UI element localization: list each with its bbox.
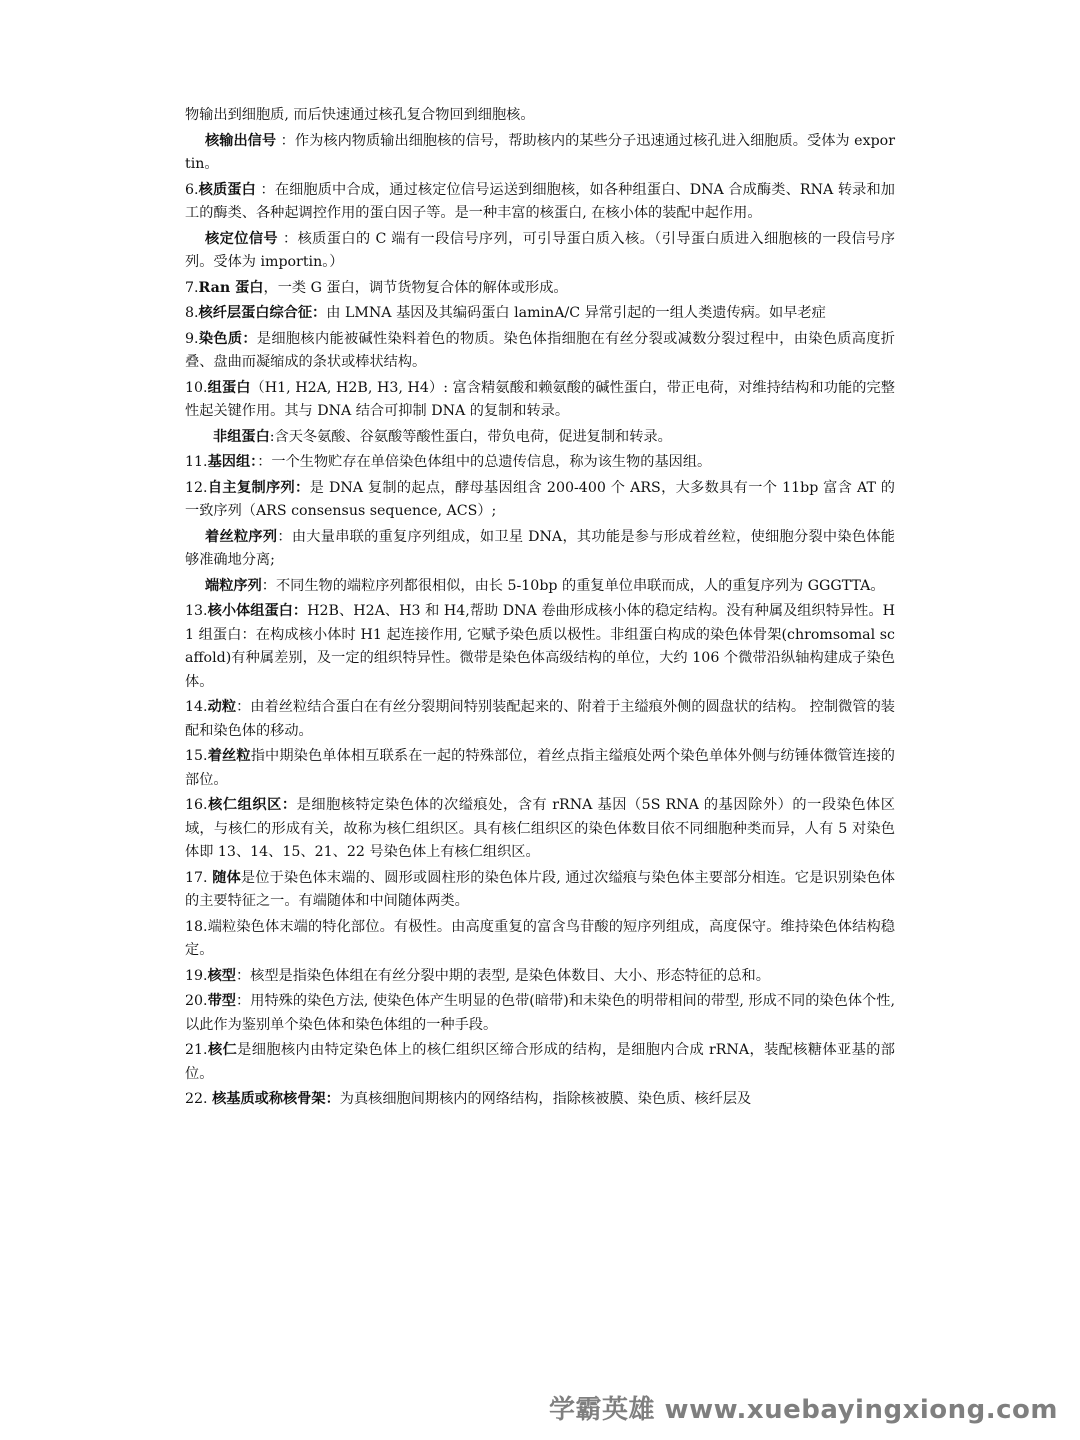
item-number: 12. — [185, 479, 208, 496]
paragraph-ran-protein — [185, 277, 895, 301]
paragraph-body: 由 LMNA 基因及其编码蛋白 laminA/C 异常引起的一组人类遗传病。如早老症 — [326, 305, 826, 321]
paragraph-telomere — [185, 916, 895, 963]
paragraph-body: 是细胞核内由特定染色体上的核仁组织区缔合形成的结构，是细胞内合成 rRNA，装配核糖体亚基的部位。 — [185, 1042, 895, 1082]
paragraph-nucleosome-histone — [185, 600, 895, 694]
paragraph-body: ：作为核内物质输出细胞核的信号，帮助核内的某些分子迅速通过核孔进入细胞质。受体为 exportin。 — [185, 132, 895, 172]
item-number: 13. — [185, 603, 208, 619]
paragraph-body: ：核质蛋白的 C 端有一段信号序列，可引导蛋白质入核。（引导蛋白质进入细胞核的一段信号序列。受体为 importin。） — [185, 230, 895, 270]
paragraph-body: ：由大量串联的重复序列组成，如卫星 DNA，其功能是参与形成着丝粒，使细胞分裂中染色体能够准确地分离; — [185, 528, 895, 568]
term-heading: 染色质： — [198, 330, 257, 347]
term-heading: 核定位信号 — [205, 230, 279, 247]
term-heading: 着丝粒 — [207, 748, 251, 764]
term-heading: 着丝粒序列 — [205, 528, 278, 545]
paragraph-centromere-sequence — [185, 526, 895, 573]
paragraph-body: 是 DNA 复制的起点，酵母基因组含 200-400 个 ARS，大多数具有一个 11bp 富含 AT 的一致序列（ARS consensus sequence, ACS）; — [185, 479, 895, 519]
item-number: 16. — [185, 797, 208, 813]
paragraph-satellite — [185, 867, 895, 914]
term-heading: 核仁组织区： — [207, 797, 297, 813]
paragraph-genome — [185, 451, 895, 475]
paragraph-body: 物输出到细胞质, 而后快速通过核孔复合物回到细胞核。 — [185, 107, 535, 123]
paragraph-body: ：在细胞质中合成，通过核定位信号运送到细胞核，如各种组蛋白、DNA 合成酶类、RNA 转录和加工的酶类、各种起调控作用的蛋白因子等。是一种丰富的核蛋白, 在核小体的装配中起作用。 — [185, 181, 895, 221]
document-page — [185, 104, 895, 1112]
paragraph-nucleoplasmin — [185, 179, 895, 226]
item-number: 7. — [185, 279, 199, 296]
term-heading: 核输出信号 — [205, 132, 277, 149]
item-number: 22. — [185, 1091, 213, 1107]
term-heading: 动粒 — [207, 699, 237, 715]
item-number: 6. — [185, 181, 199, 198]
term-heading: 随体 — [212, 869, 241, 886]
item-number: 11. — [185, 454, 208, 470]
paragraph-continuation — [185, 104, 895, 128]
term-heading: 带型 — [207, 993, 237, 1009]
term-heading: 端粒序列 — [205, 577, 262, 594]
paragraph-telomere-sequence — [185, 575, 895, 599]
paragraph-body: ：不同生物的端粒序列都很相似，由长 5-10bp 的重复单位串联而成，人的重复序列为 GGGTTA。 — [261, 577, 885, 594]
item-number: 9. — [185, 330, 199, 347]
item-number: 14. — [185, 699, 208, 715]
term-heading: 组蛋白 — [207, 379, 251, 396]
paragraph-body: ：用特殊的染色方法, 使染色体产生明显的色带(暗带)和未染色的明带相间的带型, 形成不同的染色体个性, 以此作为鉴别单个染色体和染色体组的一种手段。 — [185, 993, 895, 1033]
paragraph-ars — [185, 477, 895, 524]
paragraph-histone — [185, 377, 895, 424]
paragraph-body: ，一类 G 蛋白，调节货物复合体的解体或形成。 — [263, 279, 568, 296]
term-heading: 自主复制序列： — [207, 479, 310, 496]
paragraph-chromatin — [185, 328, 895, 375]
paragraph-nuclear-matrix — [185, 1088, 895, 1112]
paragraph-body: 指中期染色单体相互联系在一起的特殊部位，着丝点指主缢痕处两个染色单体外侧与纺锤体微管连接的部位。 — [185, 748, 895, 788]
item-number: 8. — [185, 305, 199, 321]
paragraph-body: ：由着丝粒结合蛋白在有丝分裂期间特别装配起来的、附着于主缢痕外侧的圆盘状的结构。 控制微管的装配和染色体的移动。 — [185, 699, 895, 739]
paragraph-nucleolus — [185, 1039, 895, 1086]
paragraph-karyotype — [185, 965, 895, 989]
paragraph-nor — [185, 794, 895, 865]
paragraph-body: ：一个生物贮存在单倍染色体组中的总遗传信息，称为该生物的基因组。 — [257, 454, 712, 470]
item-number: 15. — [185, 748, 208, 764]
item-number: 18. — [185, 918, 208, 935]
term-heading: 核仁 — [207, 1042, 238, 1058]
term-heading: 核小体组蛋白： — [207, 603, 308, 619]
item-number: 21. — [185, 1042, 208, 1058]
paragraph-body: H2B、H2A、H3 和 H4,帮助 DNA 卷曲形成核小体的稳定结构。没有种属及组织特异性。H1 组蛋白：在构成核小体时 H1 起连接作用, 它赋予染色质以极性。非组蛋白构成的染色体骨架(chromsomal scaffold)有种属差别，及一定的组织特异性。微带是染色体高级结构的单位，大约 106 个微带沿纵轴构建成子染色体。 — [185, 603, 895, 690]
paragraph-centromere — [185, 745, 895, 792]
term-heading: 核型 — [207, 967, 236, 984]
item-number: 19. — [185, 967, 208, 984]
paragraph-body: 为真核细胞间期核内的网络结构，指除核被膜、染色质、核纤层及 — [339, 1091, 752, 1107]
paragraph-body: 是细胞核特定染色体的次缢痕处，含有 rRNA 基因（5S RNA 的基因除外）的一段染色体区域，与核仁的形成有关，故称为核仁组织区。具有核仁组织区的染色体数目依不同细胞种类而异，人有 5 对染色体即 13、14、15、21、22 号染色体上有核仁组织区。 — [185, 797, 895, 860]
term-heading: 非组蛋白 — [213, 428, 270, 445]
term-heading: Ran 蛋白 — [198, 279, 264, 296]
item-number: 10. — [185, 379, 208, 396]
paragraph-body: （H1, H2A, H2B, H3, H4）: 富含精氨酸和赖氨酸的碱性蛋白，带正电荷，对维持结构和功能的完整性起关键作用。其与 DNA 结合可抑制 DNA 的复制和转录。 — [185, 379, 895, 419]
paragraph-nuclear-export-signal — [185, 130, 895, 177]
paragraph-body: 是细胞核内能被碱性染料着色的物质。染色体指细胞在有丝分裂或减数分裂过程中，由染色质高度折叠、盘曲而凝缩成的条状或棒状结构。 — [185, 330, 895, 370]
term-heading: 核基质或称核骨架： — [212, 1091, 340, 1107]
term-heading: 核纤层蛋白综合征： — [198, 305, 327, 321]
paragraph-banding — [185, 990, 895, 1037]
paragraph-body: 端粒染色体末端的特化部位。有极性。由高度重复的富含鸟苷酸的短序列组成，高度保守。维持染色体结构稳定。 — [185, 918, 895, 958]
paragraph-laminopathy — [185, 302, 895, 326]
paragraph-kinetochore — [185, 696, 895, 743]
paragraph-body: :含天冬氨酸、谷氨酸等酸性蛋白，带负电荷，促进复制和转录。 — [269, 428, 672, 445]
paragraph-nuclear-localization-signal — [185, 228, 895, 275]
term-heading: 基因组： — [207, 454, 258, 470]
term-heading: 核质蛋白 — [198, 181, 256, 198]
paragraph-non-histone — [185, 426, 895, 450]
site-watermark: 学霸英雄 www.xuebayingxiong.com — [549, 1395, 1058, 1425]
paragraph-body: ：核型是指染色体组在有丝分裂中期的表型, 是染色体数目、大小、形态特征的总和。 — [235, 967, 770, 984]
paragraph-body: 是位于染色体末端的、圆形或圆柱形的染色体片段, 通过次缢痕与染色体主要部分相连。它是识别染色体的主要特征之一。有端随体和中间随体两类。 — [185, 869, 895, 909]
item-number: 17. — [185, 869, 213, 886]
item-number: 20. — [185, 993, 208, 1009]
